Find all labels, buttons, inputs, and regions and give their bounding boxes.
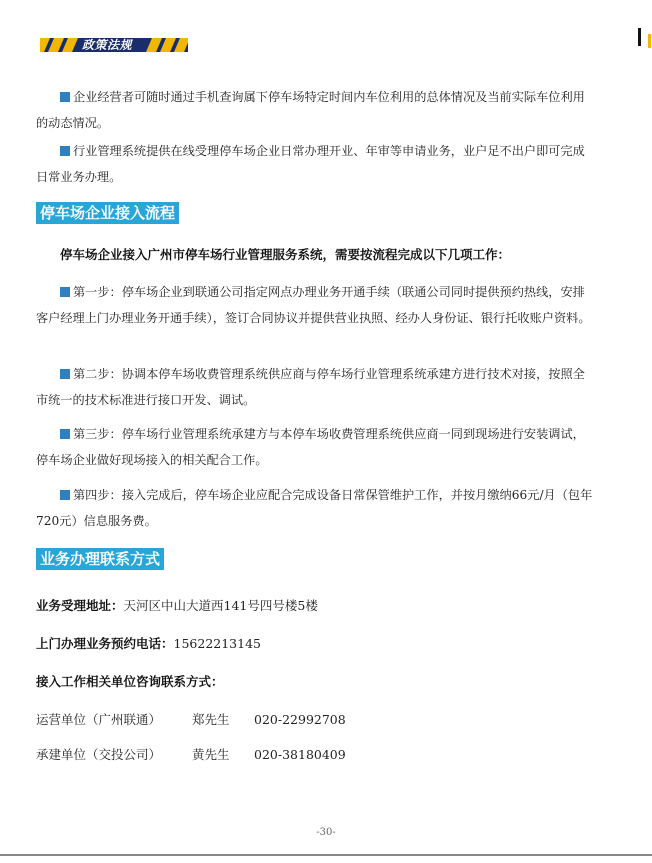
paragraph: 行业管理系统提供在线受理停车场企业日常办理开业、年审等申请业务，业户足不出户即可完成日常业务办理。 bbox=[36, 144, 585, 184]
step-paragraph: 第一步：停车场企业到联通公司指定网点办理业务开通手续（联通公司同时提供预约热线，安排客户经理上门办理业务开通手续），签订合同协议并提供营业执照、经办人身份证、银行托收账户资料。 bbox=[36, 285, 591, 325]
square-bullet-icon bbox=[60, 92, 70, 102]
phone-value: 15622213145 bbox=[173, 636, 261, 651]
header-title: 政策法规 bbox=[82, 38, 133, 52]
unit-name: 承建单位（交投公司） bbox=[36, 747, 162, 762]
address-line bbox=[36, 596, 318, 614]
paragraph: 企业经营者可随时通过手机查询属下停车场特定时间内车位利用的总体情况及当前实际车位利用的动态情况。 bbox=[36, 90, 585, 130]
address-value: 天河区中山大道西141号四号楼5楼 bbox=[123, 598, 318, 613]
unit-phone: 020-22992708 bbox=[254, 712, 346, 727]
square-bullet-icon bbox=[60, 146, 70, 156]
page-number: -30- bbox=[316, 827, 336, 838]
unit-person: 郑先生 bbox=[192, 712, 230, 727]
square-bullet-icon bbox=[60, 369, 70, 379]
phone-line bbox=[36, 634, 261, 652]
square-bullet-icon bbox=[60, 490, 70, 500]
step-paragraph: 第四步：接入完成后，停车场企业应配合完成设备日常保管维护工作，并按月缴纳66元/月（包年720元）信息服务费。 bbox=[36, 488, 593, 528]
contact-unit-row bbox=[36, 710, 346, 728]
unit-person: 黄先生 bbox=[192, 747, 230, 762]
contact-unit-row bbox=[36, 745, 346, 763]
phone-label: 上门办理业务预约电话： bbox=[36, 636, 174, 651]
section-title: 业务办理联系方式 bbox=[36, 548, 164, 570]
contacts-heading: 接入工作相关单位咨询联系方式： bbox=[36, 674, 224, 689]
section-title: 停车场企业接入流程 bbox=[36, 202, 179, 224]
section-lead: 停车场企业接入广州市停车场行业管理服务系统，需要按流程完成以下几项工作： bbox=[60, 247, 511, 262]
square-bullet-icon bbox=[60, 287, 70, 297]
unit-name: 运营单位（广州联通） bbox=[36, 712, 162, 727]
square-bullet-icon bbox=[60, 429, 70, 439]
step-paragraph: 第二步：协调本停车场收费管理系统供应商与停车场行业管理系统承建方进行技术对接，按照全市统一的技术标准进行接口开发、调试。 bbox=[36, 367, 585, 407]
unit-phone: 020-38180409 bbox=[254, 747, 346, 762]
step-paragraph: 第三步：停车场行业管理系统承建方与本停车场收费管理系统供应商一同到现场进行安装调试，停车场企业做好现场接入的相关配合工作。 bbox=[36, 427, 585, 467]
bottom-divider bbox=[0, 854, 652, 856]
address-label: 业务受理地址： bbox=[36, 598, 124, 613]
